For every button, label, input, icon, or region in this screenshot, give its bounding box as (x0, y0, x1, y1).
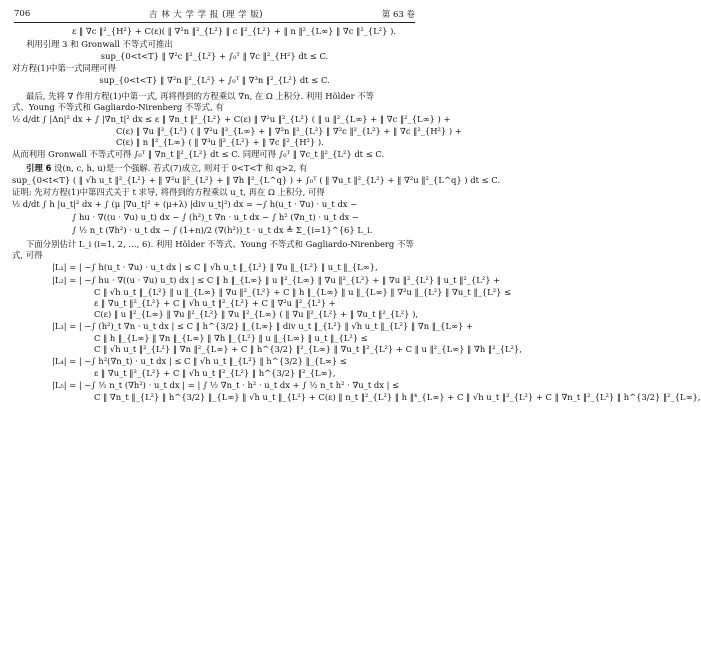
equation-line: ε ‖ ∇u_t ‖²_{L²} + C ‖ √h u_t ‖²_{L²} ‖ h^{3/2} ‖²_{L∞}, (94, 368, 336, 378)
equation-line: ε ‖ ∇c ‖²_{H²} + C(ε)( ‖ ∇²n ‖²_{L²} ‖ c ‖²_{L²} + ‖ n ‖²_{L∞} ‖ ∇c ‖²_{L²} ). (72, 26, 397, 36)
volume-label: 第 63 卷 (381, 10, 415, 20)
equation-line: ½ d/dt ∫ h |u_t|² dx + ∫ (μ |∇u_t|² + (μ+λ) |div u_t|²) dx = −∫ h(u_t · ∇u) · u_t dx − (12, 199, 358, 209)
equation-line: C ‖ √h u_t ‖²_{L²} ‖ ∇n ‖²_{L∞} + C ‖ h^{3/2} ‖²_{L∞} ‖ ∇u_t ‖²_{L²} + C ‖ u ‖²_{L∞} ‖ ∇h ‖²_{L²}, (94, 344, 522, 354)
text-line: 式, 可得 (12, 250, 43, 260)
equation-line: ∫ hu · ∇((u · ∇u) u_t) dx − ∫ (h²)_t ∇n · u_t dx − ∫ h² (∇n_t) · u_t dx − (72, 212, 359, 222)
text-line: 利用引理 3 和 Gronwall 不等式可推出 (26, 39, 173, 49)
page-number: 706 (14, 9, 31, 19)
equation-line: |L₂| = | −∫ hu · ∇((u · ∇u) u_t) dx | ≤ C ‖ h ‖_{L∞} ‖ u ‖²_{L∞} ‖ ∇u ‖²_{L²} + ‖ ∇u ‖²_{L²} ‖ u_t ‖²_{L²} + (52, 275, 501, 285)
equation-line: sup_{0<t<T} ‖ ∇²c ‖²_{L²} + ∫₀ᵀ ‖ ∇c ‖²_{H²} dt ≤ C. (100, 51, 329, 61)
equation-line: ∫ ½ n_t (∇h²) · u_t dx − ∫ (1+n)/2 (∇(h²))_t · u_t dx ≜ Σ_{i=1}^{6} L_i. (72, 225, 373, 235)
text-line: 从而利用 Gronwall 不等式可得 ∫₀ᵀ ‖ ∇n_t ‖²_{L²} dt ≤ C. 同理可得 ∫₀ᵀ ‖ ∇c_t ‖²_{L²} dt ≤ C. (12, 149, 385, 159)
text-line: 下面分别估计 L_i (i=1, 2, …, 6). 利用 Hölder 不等式、Young 不等式和 Gagliardo-Nirenberg 不等 (26, 239, 414, 249)
equation-line: |L₃| = | −∫ (h²)_t ∇n · u_t dx | ≤ C ‖ h^{3/2} ‖_{L∞} ‖ div u_t ‖_{L²} ‖ √h u_t ‖_{L²} ‖ ∇n ‖_{L∞} + (52, 321, 474, 331)
equation-line: C(ε) ‖ n ‖²_{L∞} ( ‖ ∇³u ‖²_{L²} + ‖ ∇c ‖²_{H²} ). (116, 137, 324, 147)
equation-line: |L₅| = | −∫ ½ n_t (∇h²) · u_t dx | = | ∫ ½ ∇n_t · h² · u_t dx + ∫ ½ n_t h² · ∇u_t dx | ≤ (52, 380, 400, 390)
equation-line: ε ‖ ∇u_t ‖²_{L²} + C ‖ √h u_t ‖²_{L²} + C ‖ ∇²u ‖²_{L²} + (94, 298, 336, 308)
equation-line: ½ d/dt ∫ |Δn|² dx + ∫ |∇n_t|² dx ≤ ε ‖ ∇n_t ‖²_{L²} + C(ε) ‖ ∇²u ‖²_{L²} ( ‖ u ‖²_{L∞} + ‖ ∇c ‖²_{L∞} ) + (12, 114, 451, 124)
text-line: 对方程(1)中第一式同理可得 (12, 63, 116, 73)
text-line: 证明: 先对方程(1)中第四式关于 t 求导, 将得到的方程乘以 u_t, 再在 Ω 上积分, 可得 (12, 187, 325, 197)
journal-title: 吉 林 大 学 学 报 (理 学 版) (148, 10, 264, 20)
lemma-text: 设(n, c, h, u)是一个强解. 若式(7)成立, 则对于 0<T<T̂ 和 q>2, 有 (54, 163, 308, 173)
running-header (14, 6, 415, 22)
text-line: 最后, 先将 ∇ 作用方程(1)中第一式, 再将得到的方程乘以 ∇n, 在 Ω 上积分. 利用 Hölder 不等 (26, 91, 375, 101)
equation-line: sup_{0<t<T} ‖ ∇²n ‖²_{L²} + ∫₀ᵀ ‖ ∇³n ‖²_{L²} dt ≤ C. (99, 75, 330, 85)
equation-line: |L₁| = | −∫ h(u_t · ∇u) · u_t dx | ≤ C ‖ √h u_t ‖_{L²} ‖ ∇u ‖_{L²} ‖ u_t ‖_{L∞}, (52, 262, 378, 272)
equation-line: C(ε) ‖ u ‖²_{L∞} ‖ ∇u ‖²_{L²} ‖ ∇u ‖²_{L∞} ( ‖ ∇u ‖²_{L²} + ‖ ∇u_t ‖²_{L²} ), (94, 309, 419, 319)
equation-line: C(ε) ‖ ∇u ‖²_{L²} ( ‖ ∇²u ‖²_{L∞} + ‖ ∇²n ‖²_{L²} ‖ ∇²c ‖²_{L²} + ‖ ∇c ‖²_{H²} ) + (116, 126, 462, 136)
equation-line: C ‖ h ‖_{L∞} ‖ ∇n ‖_{L∞} ‖ ∇h ‖_{L²} ‖ u ‖_{L∞} ‖ u_t ‖_{L²} ≤ (94, 333, 368, 343)
equation-line: |L₄| = | −∫ h²(∇n_t) · u_t dx | ≤ C ‖ √h u_t ‖_{L²} ‖ h^{3/2} ‖_{L∞} ≤ (52, 356, 347, 366)
body-text (12, 26, 701, 403)
equation-line: sup_{0<t<T} ( ‖ √h u_t ‖²_{L²} + ‖ ∇²u ‖²_{L²} + ‖ ∇h ‖²_{L^q} ) + ∫₀ᵀ ( ‖ ∇u_t ‖²_{L²} + ‖ ∇²u ‖²_{L^q} ) dt ≤ C. (12, 175, 501, 185)
equation-line: C ‖ √h u_t ‖_{L²} ‖ u ‖_{L∞} ‖ ∇u ‖²_{L²} + C ‖ h ‖_{L∞} ‖ u ‖_{L∞} ‖ ∇²u ‖_{L²} ‖ ∇u_t ‖_{L²} ≤ (94, 287, 512, 297)
text-line: 式、Young 不等式和 Gagliardo-Nirenberg 不等式, 有 (12, 102, 224, 112)
equation-line: C ‖ ∇n_t ‖_{L²} ‖ h^{3/2} ‖_{L∞} ‖ √h u_t ‖_{L²} + C(ε) ‖ n_t ‖²_{L²} ‖ h ‖⁴_{L∞} + C ‖ √h u_t ‖²_{L²} + C ‖ ∇n_t ‖²_{L²} ‖ h^{3/2} ‖²_{L∞}, (94, 392, 701, 402)
lemma-statement (12, 163, 417, 174)
lemma-label: 引理 6 (26, 163, 52, 173)
header-rule (14, 22, 415, 23)
